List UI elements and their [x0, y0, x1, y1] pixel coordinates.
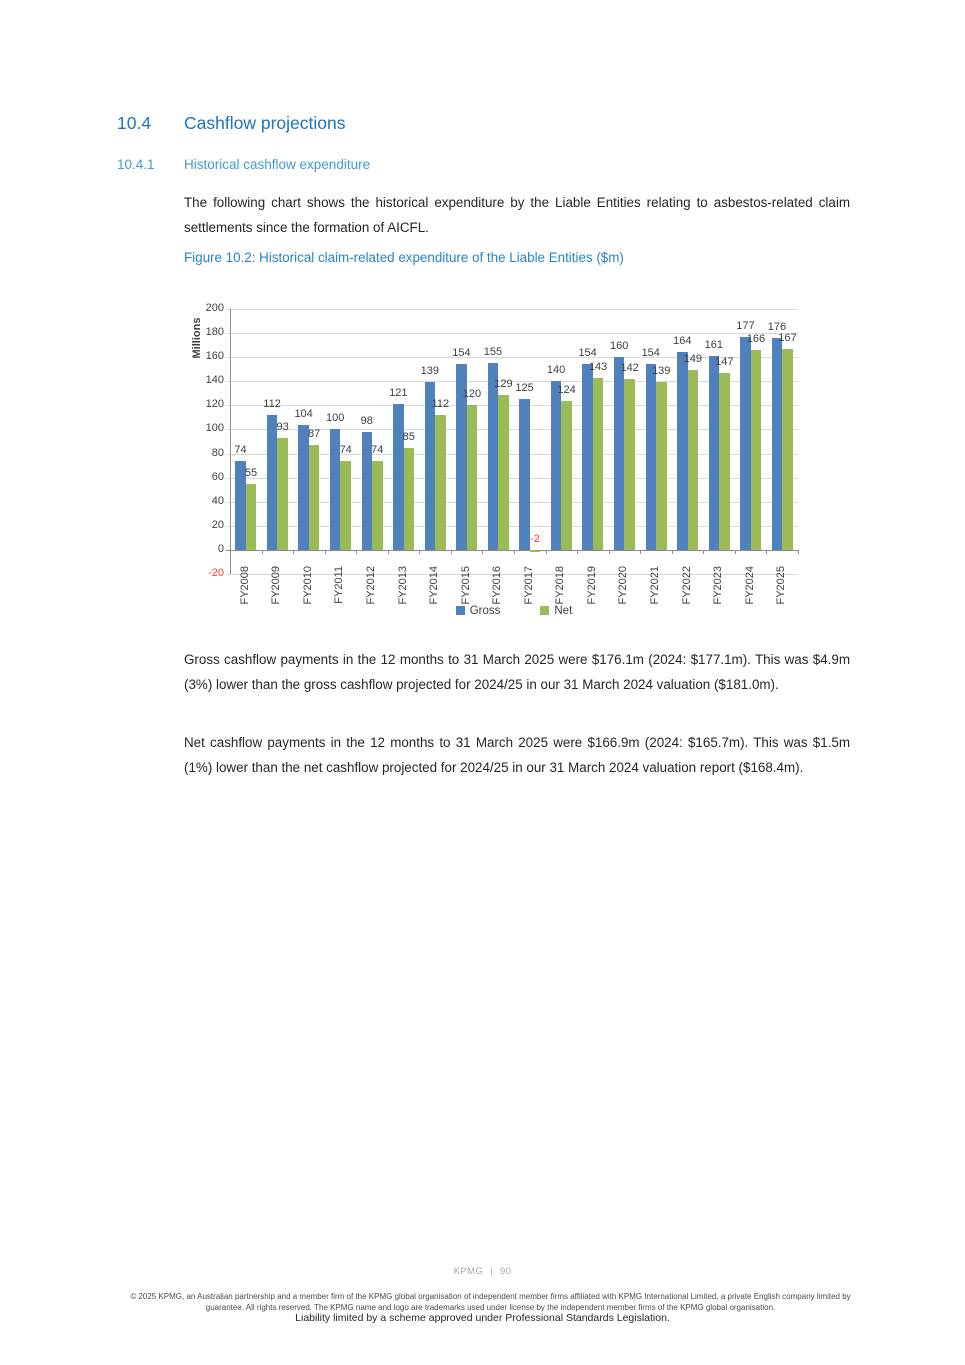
legend-item-net [540, 605, 572, 617]
gross-data-label: 160 [610, 340, 629, 353]
gridline [226, 333, 798, 334]
gross-bar [772, 338, 783, 550]
x-axis-category-label: FY2017 [522, 565, 535, 605]
y-axis-tick-label: 120 [205, 398, 224, 411]
net-data-label: 167 [778, 331, 797, 344]
net-data-label: 142 [620, 361, 639, 374]
footer-page-number: 90 [500, 1266, 512, 1277]
y-axis-tick-label: 180 [205, 326, 224, 339]
x-axis-category-label: FY2015 [459, 565, 472, 605]
net-data-label: 85 [402, 430, 415, 443]
y-axis-tick-label: 100 [205, 422, 224, 435]
footer-separator: | [490, 1266, 494, 1277]
net-bar [372, 461, 383, 550]
legend-item-gross [456, 605, 501, 617]
x-axis-category-label: FY2018 [554, 565, 567, 605]
category-tick [482, 550, 483, 554]
net-data-label: 55 [244, 466, 258, 479]
category-tick [735, 550, 736, 554]
subsection-number: 10.4.1 [117, 157, 155, 172]
y-axis-tick-label: 200 [205, 302, 224, 314]
net-data-label: 143 [588, 360, 608, 373]
footer-liability-text: Liability limited by a scheme approved under Professional Standards Legislation. [295, 1312, 670, 1324]
net-bar [656, 382, 667, 549]
net-bar [309, 445, 320, 550]
gross-bar [677, 352, 688, 550]
gross-data-label: 161 [704, 338, 724, 351]
gross-data-label: 176 [767, 320, 787, 333]
legend-label-net: Net [554, 604, 573, 617]
x-axis-category-label: FY2023 [712, 565, 725, 605]
x-axis-category-label: FY2024 [743, 565, 756, 605]
net-data-label: 166 [746, 332, 766, 345]
chart-legend [230, 605, 798, 617]
y-axis-title: Millions [191, 317, 203, 359]
legend-label-gross: Gross [469, 604, 501, 617]
gross-bar [740, 337, 751, 550]
y-axis-line [230, 309, 231, 574]
y-axis-tick-label: 0 [217, 542, 224, 555]
x-axis-category-label: FY2021 [649, 565, 661, 605]
subsection-title: Historical cashflow expenditure [184, 157, 371, 172]
category-tick [262, 550, 263, 554]
category-tick [672, 550, 673, 554]
gross-data-label: 177 [736, 319, 755, 332]
category-tick [703, 550, 704, 554]
legend-swatch-gross [456, 606, 465, 615]
net-bar [751, 350, 762, 550]
section-heading [117, 113, 877, 137]
y-axis-tick-label: 60 [211, 470, 224, 483]
net-bar [624, 379, 635, 550]
gross-data-label: 98 [360, 414, 373, 427]
gross-bar [614, 357, 625, 550]
gross-bar [646, 364, 657, 550]
gross-bar [551, 381, 562, 550]
section-number: 10.4 [117, 113, 152, 133]
gross-bar [298, 425, 309, 550]
gross-data-label: 154 [452, 347, 471, 360]
x-axis-category-label: FY2009 [270, 565, 283, 605]
x-axis-category-label: FY2025 [775, 565, 788, 605]
category-tick [451, 550, 452, 554]
y-axis-tick-label: 20 [211, 518, 224, 531]
net-bar [719, 373, 730, 550]
subsection-heading [117, 157, 877, 177]
y-axis-tick-label: -20 [208, 567, 224, 579]
net-bar [782, 349, 793, 550]
x-axis-category-label: FY2008 [238, 565, 251, 605]
y-axis-tick-label: 40 [211, 494, 224, 507]
gross-bar [582, 364, 593, 550]
gross-bar [393, 404, 404, 550]
net-data-label: 74 [339, 443, 352, 456]
legend-swatch-net [540, 606, 549, 615]
gridline [226, 550, 798, 551]
intro-paragraph: The following chart shows the historical expenditure by the Liable Entities relating to asbestos-related claim settlements since the formation of AICFL. [184, 195, 850, 235]
x-axis-category-label: FY2019 [585, 565, 598, 605]
gross-data-label: 164 [673, 335, 692, 348]
gross-data-label: 74 [234, 443, 247, 456]
net-bar [688, 370, 699, 549]
gross-bar [519, 399, 530, 550]
gross-bar [267, 415, 278, 550]
category-tick [230, 550, 231, 554]
net-data-label: 139 [652, 365, 671, 378]
net-data-label: 112 [431, 398, 450, 410]
category-tick [419, 550, 420, 554]
category-tick [293, 550, 294, 554]
net-bar [246, 484, 257, 550]
net-data-label: 129 [494, 377, 513, 390]
figure-caption: Figure 10.2: Historical claim-related expenditure of the Liable Entities ($m) [184, 250, 624, 265]
x-axis-category-label: FY2010 [301, 565, 314, 605]
x-axis-category-label: FY2012 [365, 565, 377, 605]
net-data-label: -2 [530, 532, 540, 545]
x-axis-category-label: FY2020 [617, 565, 630, 605]
gross-data-label: 100 [326, 412, 345, 425]
gross-data-label: 155 [483, 346, 503, 359]
net-data-label: 124 [557, 383, 576, 396]
net-bar [404, 448, 415, 550]
footer-brand: KPMG [453, 1266, 484, 1277]
x-axis-category-label: FY2016 [491, 565, 504, 605]
category-tick [546, 550, 547, 554]
net-bar [593, 378, 604, 550]
net-bar [498, 395, 509, 550]
category-tick [798, 550, 799, 554]
gross-data-label: 154 [641, 347, 660, 360]
category-tick [388, 550, 389, 554]
page-footer [0, 1266, 965, 1277]
category-tick [514, 550, 515, 554]
net-bar [435, 415, 446, 550]
gross-data-label: 154 [578, 347, 597, 360]
net-data-label: 74 [371, 443, 384, 456]
net-data-label: 147 [715, 355, 734, 368]
y-axis-tick-label: 80 [211, 446, 224, 459]
x-axis-category-label: FY2011 [333, 565, 346, 604]
net-cashflow-paragraph: Net cashflow payments in the 12 months to 31 March 2025 were $166.9m (2024: $165.7m). This was $1.5m (1%) lower than the net cashflow projected for 2024/25 in our 31 March 2024 valuation report ($168.4m). [184, 735, 850, 775]
gross-data-label: 139 [420, 365, 440, 378]
gross-bar [709, 356, 720, 550]
net-data-label: 120 [462, 388, 482, 401]
category-tick [325, 550, 326, 554]
bar-chart [188, 292, 810, 640]
y-axis-tick-label: 160 [205, 350, 224, 363]
net-bar [561, 401, 572, 550]
x-axis-category-label: FY2013 [396, 565, 409, 605]
gross-data-label: 104 [294, 407, 313, 420]
net-bar [277, 438, 288, 550]
net-bar [467, 405, 478, 550]
footer-legal-text: © 2025 KPMG, an Australian partnership and a member firm of the KPMG global organisation of independent member firms affiliated with KPMG International Limited, a private English company limited by guarantee. All rights reserved. The KPMG name and logo are trademarks used under license by the independent member firms of the KPMG global organisation. [130, 1292, 851, 1312]
net-data-label: 87 [308, 428, 321, 441]
net-data-label: 93 [276, 420, 289, 433]
y-axis-tick-label: 140 [205, 374, 224, 387]
section-title: Cashflow projections [184, 113, 346, 133]
gross-cashflow-paragraph: Gross cashflow payments in the 12 months to 31 March 2025 were $176.1m (2024: $177.1m). This was $4.9m (3%) lower than the gross cashflow projected for 2024/25 in our 31 March 2024 valuation ($181.0m). [184, 652, 850, 692]
net-data-label: 149 [683, 353, 702, 366]
net-bar [340, 461, 351, 550]
gridline [226, 309, 798, 310]
x-axis-category-label: FY2022 [680, 565, 693, 605]
net-bar [530, 550, 541, 552]
gross-data-label: 125 [515, 382, 534, 395]
category-tick [640, 550, 641, 554]
gross-bar [488, 363, 499, 550]
x-axis-category-label: FY2014 [428, 565, 441, 605]
category-tick [356, 550, 357, 554]
category-tick [609, 550, 610, 554]
gross-data-label: 112 [263, 398, 281, 410]
gross-data-label: 121 [389, 387, 408, 400]
category-tick [766, 550, 767, 554]
category-tick [577, 550, 578, 554]
gross-data-label: 140 [546, 364, 566, 377]
